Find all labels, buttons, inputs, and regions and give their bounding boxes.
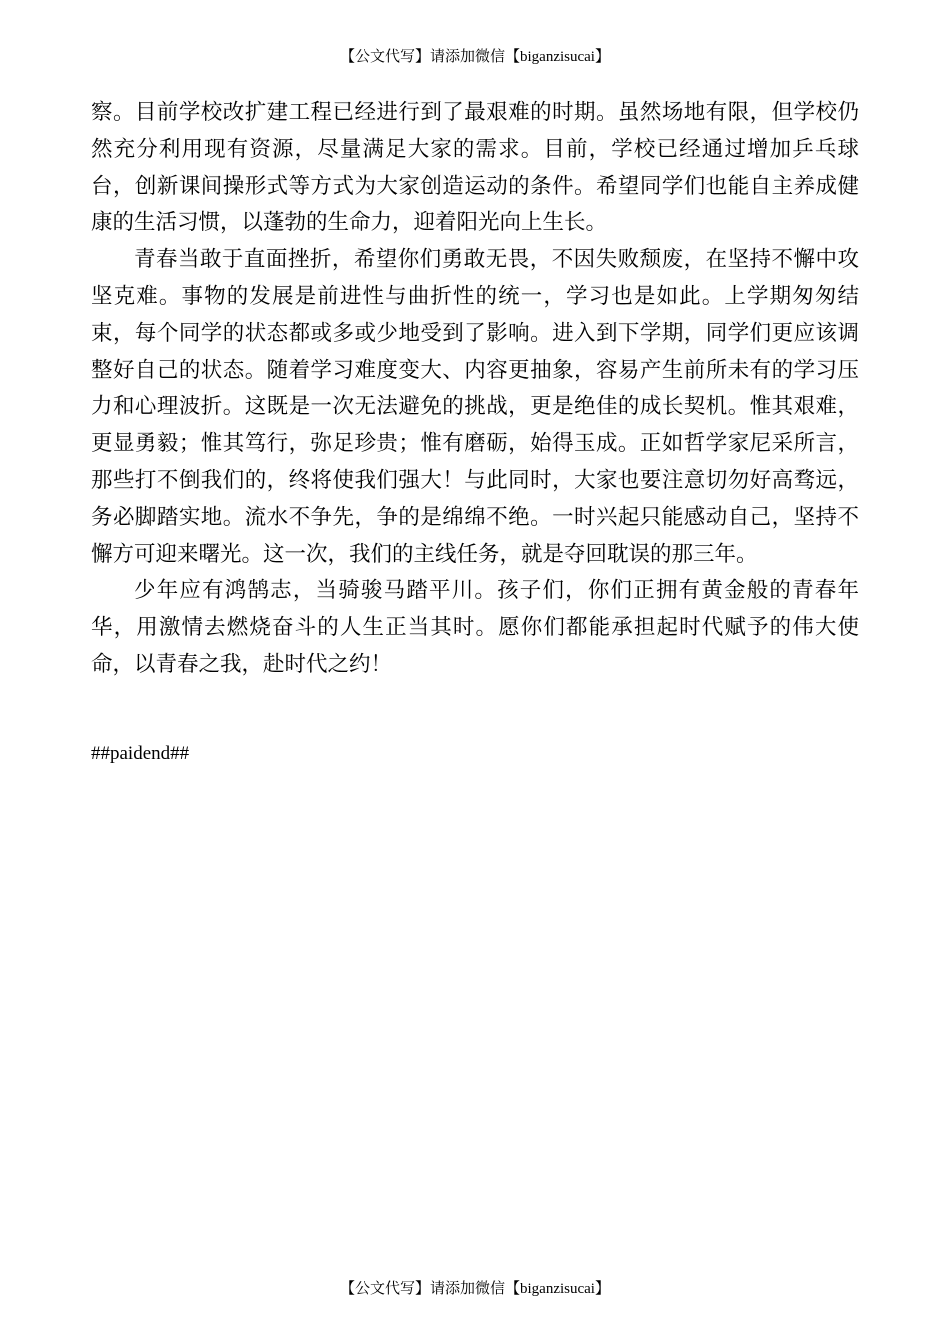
page-footer: 【公文代写】请添加微信【biganzisucai】 (340, 1281, 610, 1297)
document-body (91, 95, 859, 684)
end-marker: ##paidend## (91, 743, 190, 764)
paragraph-youth-setbacks: 青春当敢于直面挫折，希望你们勇敢无畏，不因失败颓废，在坚持不懈中攻坚克难。事物的发展是前进性与曲折性的统一，学习也是如此。上学期匆匆结束，每个同学的状态都或多或少地受到了影响。进入到下学期，同学们更应该调整好自己的状态。随着学习难度变大、内容更抽象，容易产生前所未有的学习压力和心理波折。这既是一次无法避免的挑战，更是绝佳的成长契机。惟其艰难，更显勇毅；惟其笃行，弥足珍贵；惟有磨砺，始得玉成。正如哲学家尼采所言，那些打不倒我们的，终将使我们强大！与此同时，大家也要注意切勿好高骛远，务必脚踏实地。流水不争先，争的是绵绵不绝。一时兴起只能感动自己，坚持不懈方可迎来曙光。这一次，我们的主线任务，就是夺回耽误的那三年。 (91, 247, 859, 567)
paragraph-continuation: 察。目前学校改扩建工程已经进行到了最艰难的时期。虽然场地有限，但学校仍然充分利用现有资源，尽量满足大家的需求。目前，学校已经通过增加乒乓球台，创新课间操形式等方式为大家创造运动的条件。希望同学们也能自主养成健康的生活习惯，以蓬勃的生命力，迎着阳光向上生长。 (91, 100, 859, 236)
page-header: 【公文代写】请添加微信【biganzisucai】 (340, 49, 610, 65)
paragraph-youth-ambition: 少年应有鸿鹄志，当骑骏马踏平川。孩子们，你们正拥有黄金般的青春年华，用激情去燃烧奋斗的人生正当其时。愿你们都能承担起时代赋予的伟大使命，以青春之我，赴时代之约！ (91, 578, 859, 677)
